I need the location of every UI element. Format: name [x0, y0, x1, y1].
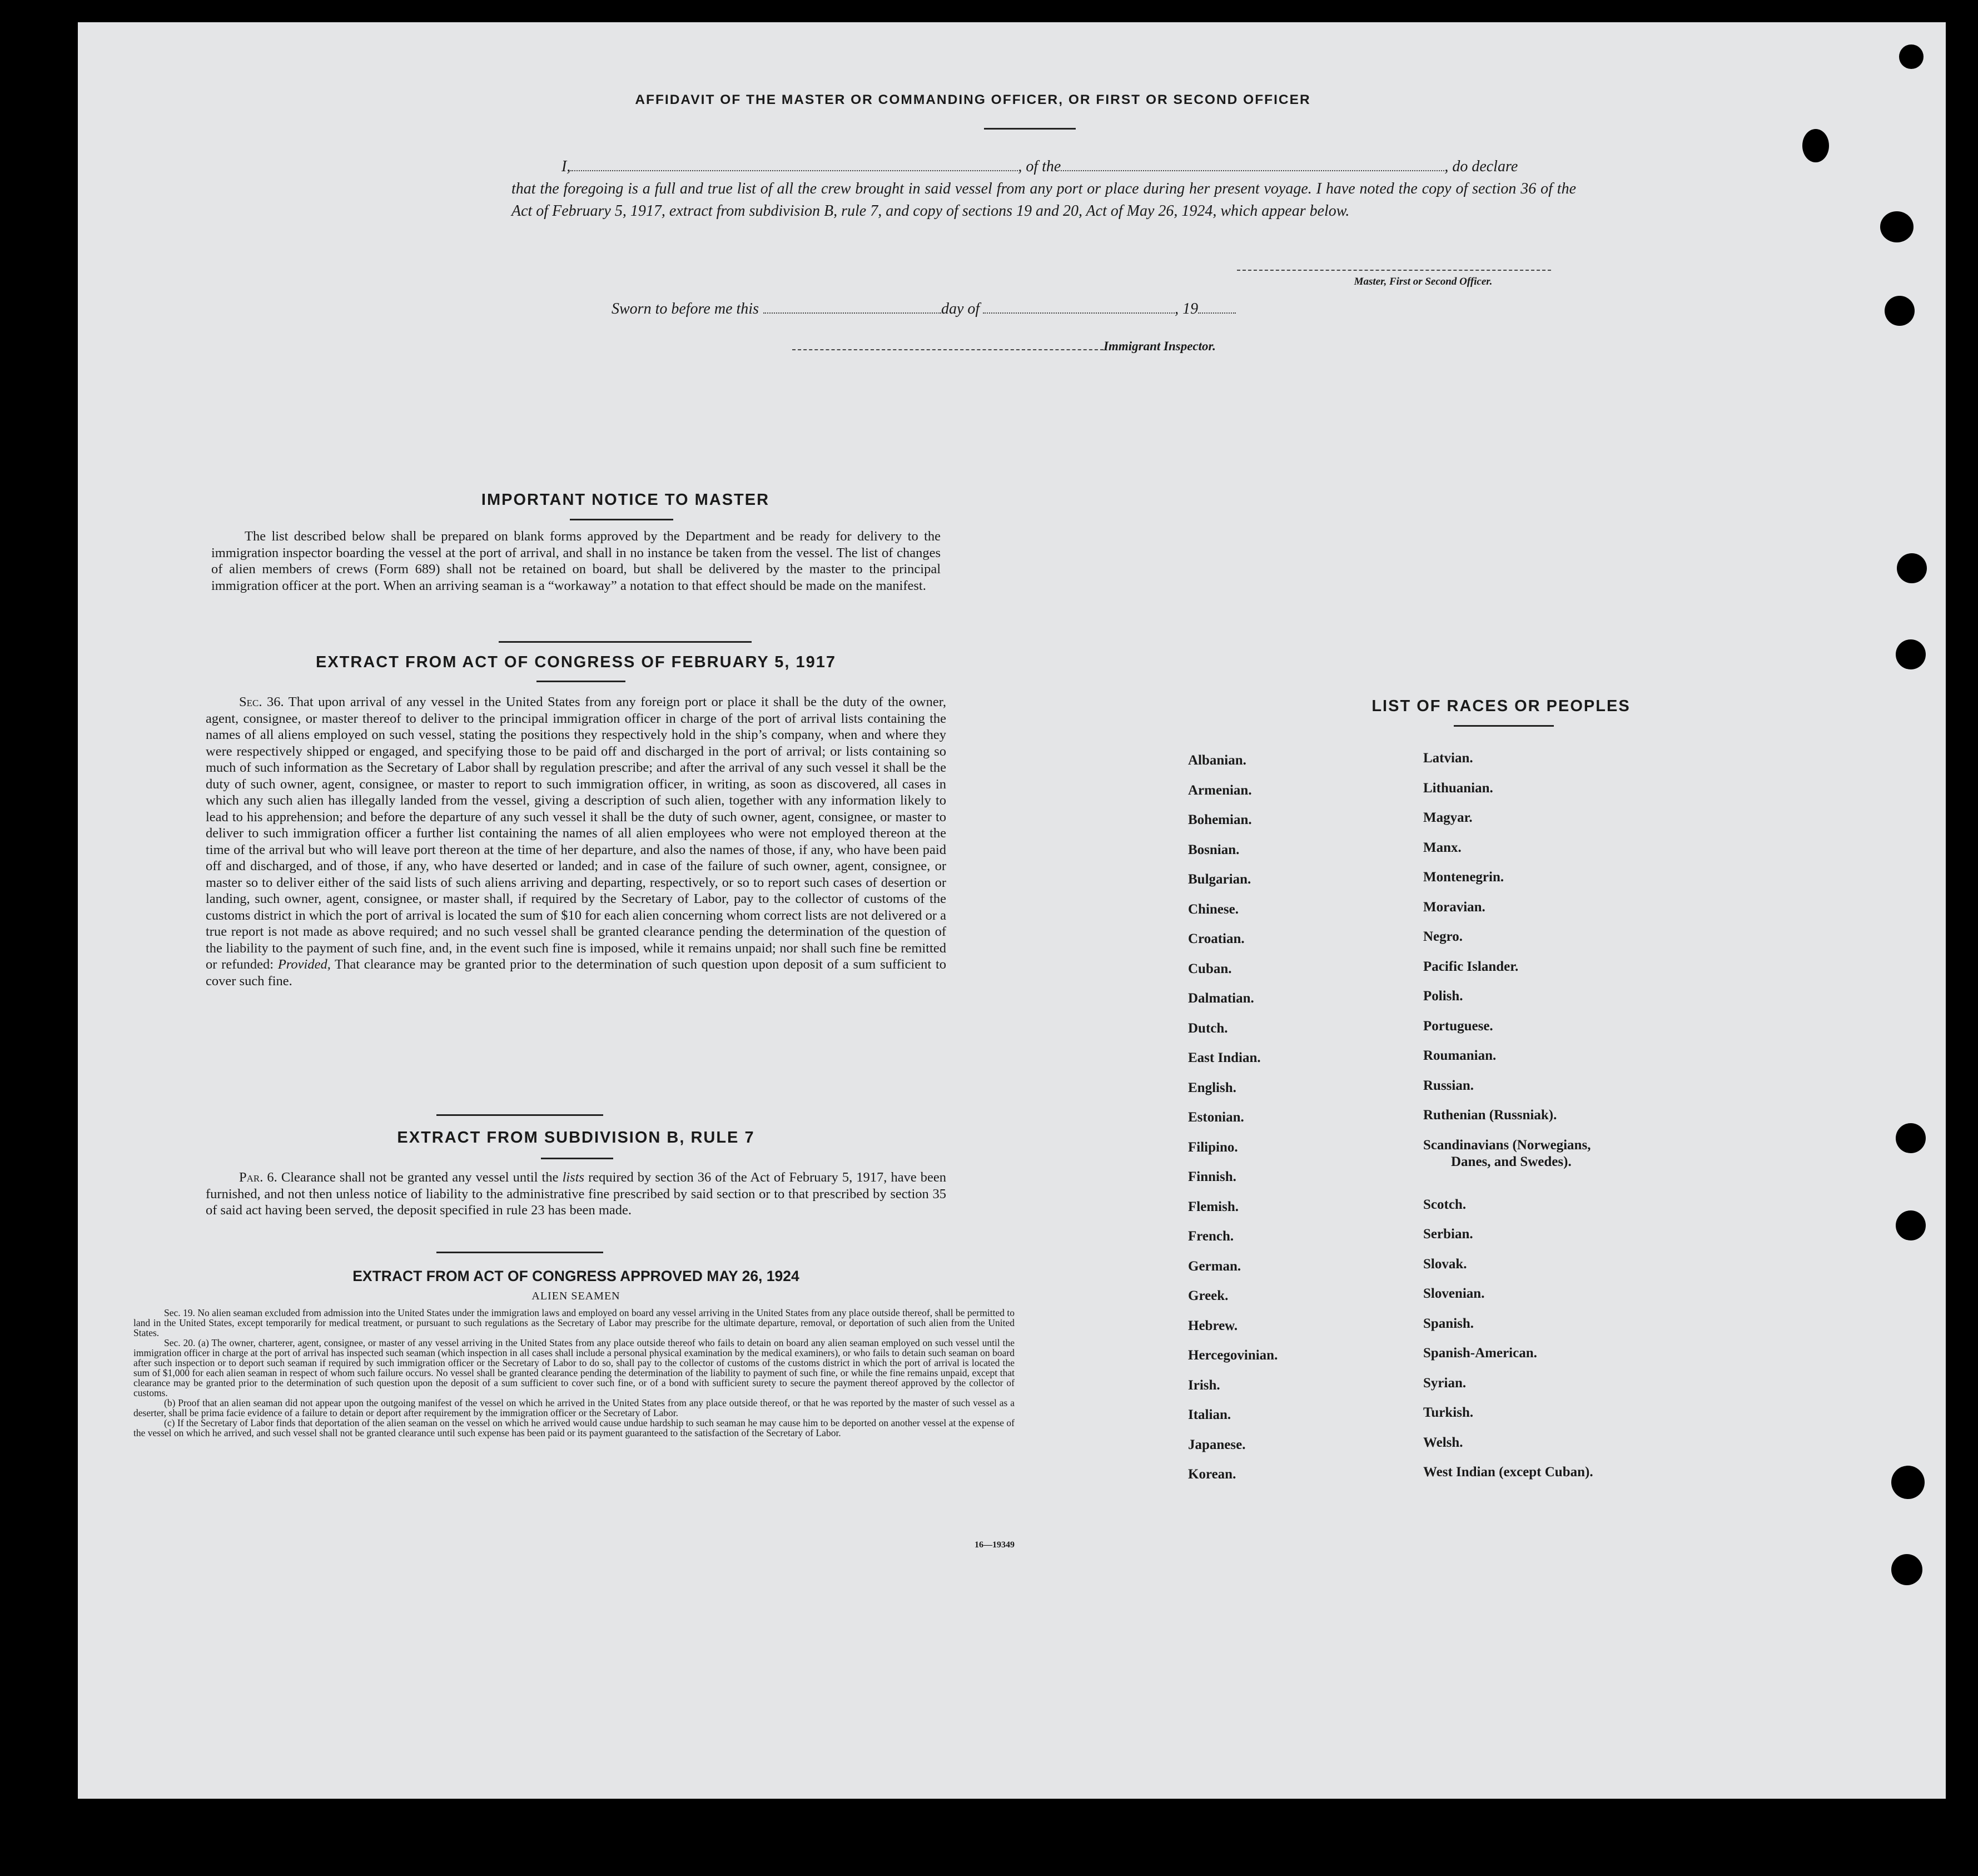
race-item: English. [1188, 1080, 1236, 1095]
race-item: Pacific Islander. [1423, 959, 1519, 974]
affidavit-declaration [511, 156, 1576, 222]
act1917-end-rule [436, 1114, 603, 1116]
race-item: Bulgarian. [1188, 872, 1251, 887]
affidavit-title: AFFIDAVIT OF THE MASTER OR COMMANDING OFFICER, OR FIRST OR SECOND OFFICER [635, 92, 1311, 107]
rule7-lists: lists [562, 1170, 585, 1185]
inspector-line [792, 339, 1348, 354]
punch-hole [1885, 296, 1915, 326]
do-declare-label: , do declare [1444, 158, 1518, 175]
races-column-1 [1188, 746, 1388, 1490]
race-item: Italian. [1188, 1407, 1231, 1422]
act1924-title: EXTRACT FROM ACT OF CONGRESS APPROVED MAY 26, 1924 [352, 1268, 799, 1284]
race-item: East Indian. [1188, 1050, 1261, 1065]
race-item: Manx. [1423, 840, 1462, 855]
race-item: Korean. [1188, 1467, 1236, 1482]
punch-hole [1891, 1466, 1925, 1499]
act1924-sec19: Sec. 19. No alien seaman excluded from admission into the United States under the immigration laws and employed on board any vessel arriving in the United States from any place outside thereof, shall be permitted to land in the United States, except temporarily for medical treatment, or pursuant to such regulations as the Secretary of Labor may prescribe for the ultimate departure, removal, or deportation of such alien from the United States. [133, 1307, 1015, 1338]
race-item: Lithuanian. [1423, 780, 1493, 796]
race-item: Turkish. [1423, 1405, 1474, 1420]
rule7-body-a: Clearance shall not be granted any vessel until the [281, 1170, 559, 1185]
rule7-end-rule [436, 1252, 603, 1253]
punch-hole [1897, 553, 1927, 583]
act1917-body-end: That clearance may be granted prior to the determination of such question upon deposit of a sum sufficient to cover such fine. [206, 957, 946, 989]
act1924-sec20b: (b) Proof that an alien seaman did not appear upon the outgoing manifest of the vessel on which he arrived in the United States from any place outside thereof, or that he was reported by the master of such vessel as a deserter, shall be prima facie evidence of a failure to detain or deport after requirement by the immigration officer or the Secretary of Labor. [133, 1397, 1015, 1418]
scandinavians-line-1: Scandinavians (Norwegians, [1423, 1137, 1591, 1153]
race-item: West Indian (except Cuban). [1423, 1465, 1593, 1480]
inspector-signature-field[interactable] [792, 349, 1104, 350]
race-item: Hebrew. [1188, 1318, 1238, 1333]
races-title: LIST OF RACES OR PEOPLES [1371, 697, 1631, 715]
act1917-section-label: Sec. 36. [239, 694, 284, 709]
inspector-label: Immigrant Inspector. [1104, 339, 1216, 353]
race-item: Croatian. [1188, 931, 1245, 946]
affidavit-title-rule [984, 128, 1076, 130]
sworn-label: Sworn to before me this [612, 300, 759, 317]
punch-hole [1896, 1123, 1926, 1153]
punch-hole [1899, 44, 1924, 69]
act1924-subtitle: ALIEN SEAMEN [531, 1290, 620, 1302]
day-of-label: day of [941, 300, 980, 317]
affidavit-body: that the foregoing is a full and true list of all the crew brought in said vessel from any port or place during her present voyage. I have noted the copy of section 36 of the Act of February 5, 1917, extract from subdivision B, rule 7, and copy of sections 19 and 20, Act of May 26, 1924, which appear below. [511, 180, 1576, 220]
race-item: Flemish. [1188, 1199, 1239, 1214]
race-item: Bohemian. [1188, 812, 1252, 827]
race-item: Montenegrin. [1423, 870, 1504, 885]
act1924-text [133, 1308, 1015, 1438]
race-item: Finnish. [1188, 1169, 1236, 1184]
sworn-day-field[interactable] [763, 312, 941, 314]
sworn-year-field[interactable] [1198, 312, 1236, 314]
races-title-rule [1454, 725, 1554, 727]
year-label: , 19 [1175, 300, 1199, 317]
form-number: 16—19349 [975, 1540, 1015, 1550]
rule7-title-rule [541, 1158, 613, 1159]
race-item: Negro. [1423, 929, 1463, 944]
punch-hole [1896, 1210, 1926, 1240]
race-item: Greek. [1188, 1288, 1229, 1303]
race-item: Russian. [1423, 1078, 1474, 1093]
race-item: Moravian. [1423, 899, 1485, 915]
race-item: Chinese. [1188, 901, 1239, 917]
race-item: Dalmatian. [1188, 991, 1254, 1006]
race-item: Japanese. [1188, 1437, 1246, 1452]
race-item: Serbian. [1423, 1227, 1473, 1242]
act1924-sec20c: (c) If the Secretary of Labor finds that deportation of the alien seaman on the vessel on which he arrived would cause undue hardship to such seaman he may cause him to be deported on another vessel at the expense of the vessel on which he arrived, and such vessel shall not be granted clearance until such expense has been paid or its payment guaranteed to the satisfaction of the Secretary of Labor. [133, 1417, 1015, 1438]
race-item: Dutch. [1188, 1020, 1228, 1036]
sworn-month-field[interactable] [983, 312, 1175, 314]
punch-hole [1880, 211, 1914, 242]
act1917-title: EXTRACT FROM ACT OF CONGRESS OF FEBRUARY 5, 1917 [315, 653, 837, 671]
scandinavians-line-2: Danes, and Swedes). [1451, 1154, 1572, 1169]
race-item: Magyar. [1423, 810, 1473, 825]
sworn-line [612, 300, 1390, 318]
act1917-text [206, 694, 946, 989]
race-item: Filipino. [1188, 1139, 1238, 1155]
form-sheet [78, 22, 1946, 1799]
race-item: French. [1188, 1229, 1234, 1244]
of-the-label: , of the [1018, 158, 1061, 175]
race-item: Hercegovinian. [1188, 1348, 1278, 1363]
act1917-body: That upon arrival of any vessel in the United States from any foreign port or place it shall be the duty of the owner, agent, consignee, or master thereof to deliver to the principal immigration officer in charge of the port of arrival lists containing the names of all aliens employed on such vessel, stating the positions they respectively hold in the ship’s company, when and where they were respectively shipped or engaged, and specifying those to be paid off and discharged in the port of arrival; or lists containing so much of such information as the Secretary of Labor shall by regulation prescribe; and after the arrival of any such vessel it shall be the duty of such owner, agent, consignee, or master to report to such immigration officer, in writing, as soon as discovered, all cases in which any such alien has illegally landed from the vessel, giving a description of such alien, together with any information likely to lead to his apprehension; and before the departure of any such vessel it shall be the duty of such owner, agent, consignee, or master to deliver to such immigration officer a further list containing the names of all alien employees who were not employed thereon at the time of the arrival but who will leave port thereon at the time of her departure, and also the names of those, if any, who have been paid off and discharged, and of those, if any, who have deserted or landed; and in case of the failure of such owner, agent, consignee, or master so to deliver either of the said lists of such aliens arriving and departing, respectively, or so to report such cases of desertion or landing, such owner, agent, consignee, or master shall, if required by the Secretary of Labor, pay to the collector of customs of the customs district in which the port of arrival is located the sum of $10 for each alien concerning whom correct lists are not delivered or a true report is not made as above required; and no such vessel shall be granted clearance pending the determination of the question of the liability to the payment of such fine, and, in the event such fine is imposed, while it remains unpaid; nor shall such fine be remitted or refunded: [206, 694, 946, 972]
punch-hole [1891, 1554, 1922, 1585]
notice-title: IMPORTANT NOTICE TO MASTER [481, 491, 770, 509]
act1917-provided: Provided, [277, 957, 331, 972]
notice-end-rule [499, 641, 752, 643]
race-item: Latvian. [1423, 751, 1473, 766]
race-item: Slovenian. [1423, 1286, 1485, 1301]
race-item: Armenian. [1188, 782, 1252, 798]
master-signature-label: Master, First or Second Officer. [1354, 276, 1493, 287]
rule7-title: EXTRACT FROM SUBDIVISION B, RULE 7 [397, 1129, 755, 1147]
rule7-text [206, 1169, 946, 1219]
act1924-sec20a: Sec. 20. (a) The owner, charterer, agent, consignee, or master of any vessel arriving in the United States from any place outside thereof who fails to detain on board any alien seaman employed on such vessel until the immigration officer in charge at the port of arrival has inspected such seaman (which inspection in all cases shall include a personal physical examination by the medical examiners), or who fails to detain such seaman on board after such inspection or to deport such seaman if required by such immigration officer or the Secretary of Labor to do so, shall pay to the collector of customs of the customs district in which the port of arrival is located the sum of $1,000 for each alien seaman in respect of whom such failure occurs. No vessel shall be granted clearance pending the determination of the liability to payment of such fine, or while the fine remains unpaid, except that clearance may be granted prior to the determination of such question upon the deposit of a sum sufficient to cover such fine, or of a bond with sufficient surety to secure the payment thereof approved by the collector of customs. [133, 1337, 1015, 1398]
act1917-title-rule [536, 681, 625, 682]
race-item: Portuguese. [1423, 1018, 1493, 1034]
race-item: Cuban. [1188, 961, 1232, 976]
race-item: Welsh. [1423, 1435, 1463, 1450]
race-item: Bosnian. [1188, 842, 1240, 857]
race-item: Spanish-American. [1423, 1346, 1537, 1361]
notice-text: The list described below shall be prepared on blank forms approved by the Department and be ready for delivery to the immigration inspector boarding the vessel at the port of arrival, and shall in no instance be taken from the vessel. The list of changes of alien members of crews (Form 689) shall not be retained on board, but shall be delivered by the master to the principal immigration officer at the port. When an arriving seaman is a “workaway” a notation to that effect should be made on the manifest. [211, 529, 941, 593]
race-item-scandinavians [1423, 1130, 1701, 1190]
rule7-body-b: required by section 36 of the Act of February 5, 1917, have been furnished, and not then unless notice of liability to the administrative fine prescribed by said section or to that prescribed by section 35 of said act having been served, the deposit specified in rule 23 has been made. [206, 1170, 947, 1218]
master-signature-line[interactable] [1237, 270, 1551, 271]
vessel-name-field[interactable] [1061, 170, 1444, 171]
race-item: Albanian. [1188, 753, 1246, 768]
race-item: Scotch. [1423, 1197, 1467, 1212]
race-item: Polish. [1423, 989, 1463, 1004]
race-item: Roumanian. [1423, 1048, 1497, 1063]
races-column-2 [1423, 743, 1701, 1487]
punch-hole [1802, 129, 1829, 162]
race-item: Syrian. [1423, 1375, 1467, 1391]
declarant-label: I, [561, 158, 571, 175]
notice-title-rule [570, 519, 673, 520]
declarant-name-field[interactable] [570, 170, 1018, 171]
rule7-par-label: Par. 6. [239, 1170, 277, 1185]
race-item: Spanish. [1423, 1316, 1474, 1331]
race-item: German. [1188, 1258, 1241, 1274]
punch-hole [1896, 639, 1926, 669]
race-item: Irish. [1188, 1377, 1220, 1393]
race-item: Ruthenian (Russniak). [1423, 1108, 1557, 1123]
race-item: Slovak. [1423, 1256, 1467, 1272]
race-item: Estonian. [1188, 1110, 1244, 1125]
